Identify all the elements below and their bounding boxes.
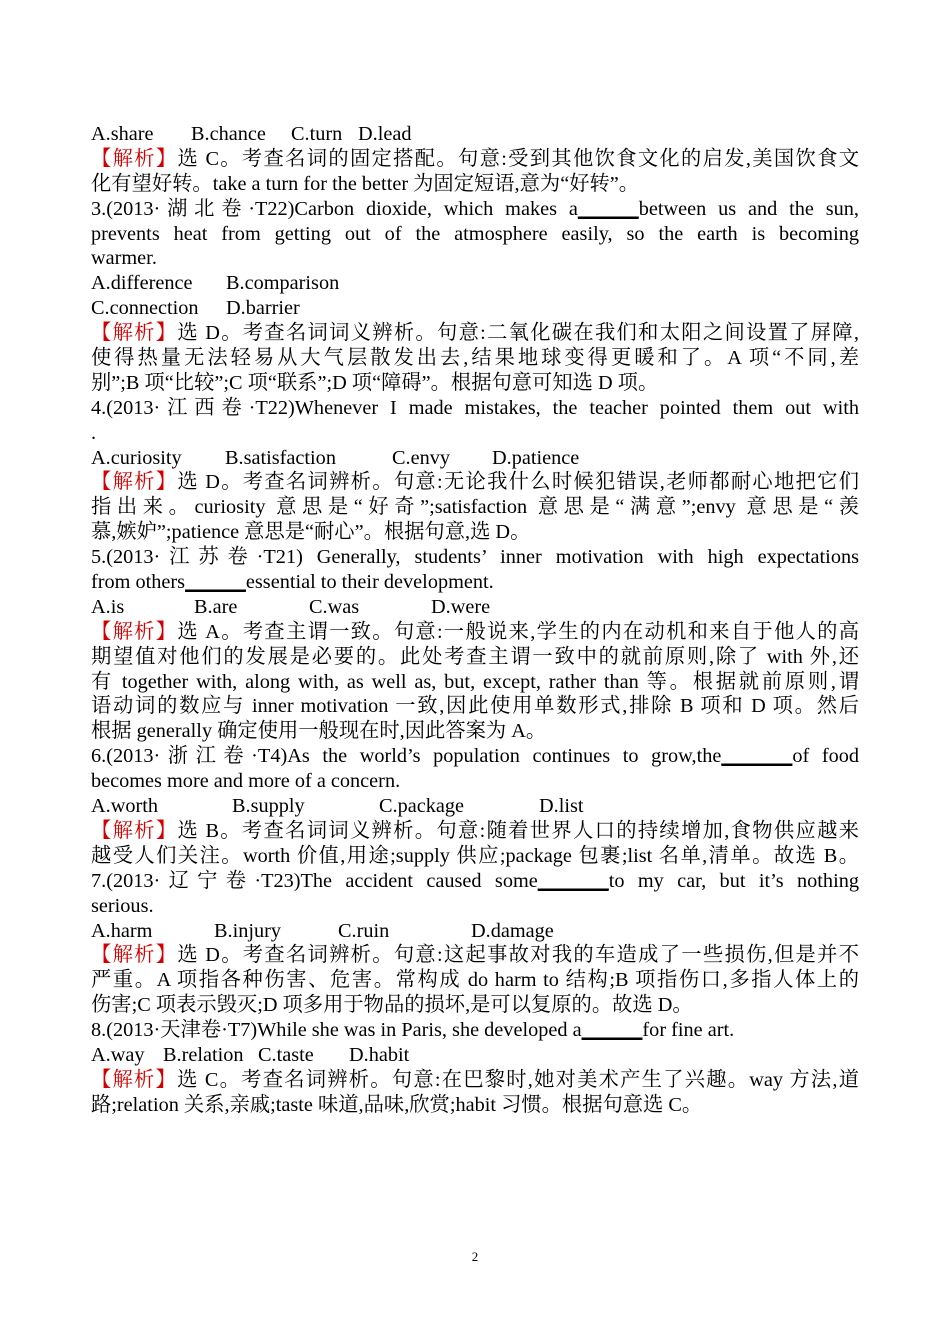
answer-option: D.were [431, 595, 491, 618]
answer-option: D.habit [349, 1043, 410, 1066]
answer-option: B.satisfaction [225, 446, 336, 469]
answer-option: A.way [91, 1043, 145, 1066]
text-line [91, 719, 859, 744]
text-line [91, 844, 859, 869]
analysis-tag: 【解析】 [91, 1068, 178, 1091]
analysis-text: 选 C。考查名词辨析。句意:在巴黎时,她对美术产生了兴趣。way 方法,道 [177, 1068, 859, 1091]
analysis-line [91, 147, 859, 172]
answer-options [91, 794, 859, 819]
analysis-line [91, 1068, 859, 1093]
line-text: 严重。A 项指各种伤害、危害。常构成 do harm to 结构;B 项指伤口,多指人体上的 [91, 969, 859, 992]
line-text: 期望值对他们的发展是必要的。此处考查主谓一致中的就前原则,除了 with 外,还 [91, 645, 859, 668]
answer-option: D.list [539, 795, 584, 818]
answer-blank: ______ [581, 1019, 643, 1042]
answer-option: B.chance [191, 123, 266, 145]
answer-blank: _______ [537, 869, 609, 892]
line-text: 伤害;C 项表示毁灭;D 项多用于物品的损坏,是可以复原的。故选 D。 [91, 994, 693, 1017]
answer-option: B.are [194, 595, 238, 618]
answer-option: A.harm [91, 919, 153, 942]
analysis-text: 选 D。考查名词辨析。句意:这起事故对我的车造成了一些损伤,但是并不 [177, 944, 859, 967]
analysis-text: 选 A。考查主谓一致。句意:一般说来,学生的内在动机和来自于他人的高 [177, 620, 859, 643]
analysis-line [91, 943, 859, 968]
page-number: 2 [471, 1249, 479, 1264]
analysis-line [91, 620, 859, 645]
question-text: 7.(2013·辽宁卷·T23)The accident caused some [91, 869, 538, 892]
text-line [91, 645, 859, 670]
answer-option: A.share [91, 123, 154, 145]
line-text: 使得热量无法轻易从大气层散发出去,结果地球变得更暖和了。A 项“不同,差 [91, 347, 859, 370]
answer-blank: ______ [577, 197, 639, 220]
question-text: for fine art. [642, 1019, 735, 1042]
line-text: . [91, 421, 97, 444]
text-line [91, 894, 859, 919]
question-text: between us and the sun, [638, 197, 860, 220]
text-line [91, 495, 859, 520]
line-text: 语动词的数应与 inner motivation 一致,因此使用单数形式,排除 B 项和 D 项。然后 [91, 695, 859, 718]
line-text: 越受人们关注。worth 价值,用途;supply 供应;package 包裹;list 名单,清单。故选 B。 [91, 844, 859, 867]
text-line [91, 172, 859, 197]
line-text: 别”;B 项“比较”;C 项“联系”;D 项“障碍”。根据句意可知选 D 项。 [91, 371, 659, 394]
answer-option: A.is [91, 595, 125, 618]
question-text: 3.(2013·湖北卷·T22)Carbon dioxide, which makes a [91, 197, 578, 220]
answer-options [91, 271, 859, 296]
analysis-tag: 【解析】 [91, 147, 178, 170]
analysis-line [91, 819, 859, 844]
answer-options [91, 1043, 859, 1068]
question-line [91, 1018, 859, 1043]
answer-option: C.connection [91, 297, 199, 320]
answer-option: D.patience [492, 446, 580, 469]
answer-option: B.comparison [226, 272, 340, 295]
text-line [91, 371, 859, 396]
line-text: 根据 generally 确定使用一般现在时,因此答案为 A。 [91, 720, 547, 743]
question-line [91, 744, 859, 769]
text-line [91, 346, 859, 371]
text-line [91, 694, 859, 719]
text-line [91, 396, 859, 421]
line-text: 慕,嫉妒”;patience 意思是“耐心”。根据句意,选 D。 [91, 521, 531, 544]
question-text: from others [91, 571, 186, 594]
document-body [91, 122, 859, 1118]
answer-option: C.turn [291, 123, 343, 145]
analysis-tag: 【解析】 [91, 944, 178, 967]
text-line [91, 545, 859, 570]
question-line [91, 197, 859, 222]
line-text: becomes more and more of a concern. [91, 770, 401, 793]
analysis-tag: 【解析】 [91, 819, 178, 842]
line-text: warmer. [91, 247, 157, 270]
answer-blank: _______ [721, 745, 793, 768]
analysis-tag: 【解析】 [91, 322, 178, 345]
line-text: 指出来。curiosity 意思是“好奇”;satisfaction 意思是“满意”;envy 意思是“羡 [91, 496, 859, 519]
text-line [91, 968, 859, 993]
answer-options [91, 595, 859, 620]
answer-option: C.was [309, 595, 360, 618]
answer-option: A.difference [91, 272, 193, 295]
text-line [91, 993, 859, 1018]
analysis-line [91, 321, 859, 346]
question-line [91, 570, 859, 595]
analysis-text: 选 D。考查名词辨析。句意:无论我什么时候犯错误,老师都耐心地把它们 [177, 471, 859, 494]
analysis-text: 选 C。考查名词的固定搭配。句意:受到其他饮食文化的启发,美国饮食文 [177, 147, 859, 170]
line-text: prevents heat from getting out of the atmosphere easily, so the earth is becoming [91, 222, 859, 245]
line-text: 化有望好转。take a turn for the better 为固定短语,意为“好转”。 [91, 172, 640, 195]
analysis-tag: 【解析】 [91, 620, 178, 643]
answer-option: C.taste [258, 1043, 314, 1066]
answer-option: A.curiosity [91, 446, 182, 469]
line-text: 4.(2013·江西卷·T22)Whenever I made mistakes, the teacher pointed them out with [91, 396, 859, 419]
answer-option: B.supply [232, 795, 305, 818]
text-line [91, 246, 859, 271]
analysis-text: 选 B。考查名词词义辨析。句意:随着世界人口的持续增加,食物供应越来 [177, 819, 859, 842]
answer-options [91, 122, 859, 147]
question-text: 8.(2013·天津卷·T7)While she was in Paris, she developed a [91, 1019, 582, 1042]
question-text: 6.(2013·浙江卷·T4)As the world’s population continues to grow,the [91, 745, 722, 768]
question-text: to my car, but it’s nothing [608, 869, 859, 892]
answer-options [91, 296, 859, 321]
answer-option: B.relation [163, 1043, 244, 1066]
analysis-tag: 【解析】 [91, 471, 178, 494]
text-line [91, 769, 859, 794]
line-text: 5.(2013·江苏卷·T21) Generally, students’ inner motivation with high expectations [91, 546, 859, 569]
answer-options [91, 446, 859, 471]
analysis-text: 选 D。考查名词词义辨析。句意:二氧化碳在我们和太阳之间设置了屏障, [177, 322, 859, 345]
line-text: 有 together with, along with, as well as, but, except, rather than 等。根据就前原则,谓 [91, 670, 859, 693]
text-line [91, 1093, 859, 1118]
analysis-line [91, 470, 859, 495]
question-text: of food [792, 745, 859, 768]
answer-option: B.injury [214, 919, 282, 942]
question-line [91, 869, 859, 894]
answer-option: C.ruin [338, 919, 390, 942]
text-line [91, 222, 859, 247]
line-text: 路;relation 关系,亲戚;taste 味道,品味,欣赏;habit 习惯。根据句意选 C。 [91, 1093, 703, 1116]
question-text: essential to their development. [245, 571, 494, 594]
line-text: serious. [91, 894, 154, 917]
answer-option: D.lead [358, 123, 412, 145]
answer-option: A.worth [91, 795, 159, 818]
answer-option: D.barrier [226, 297, 300, 320]
text-line [91, 670, 859, 695]
answer-option: C.envy [392, 446, 451, 469]
answer-options [91, 919, 859, 944]
answer-option: C.package [379, 795, 465, 818]
text-line [91, 520, 859, 545]
answer-option: D.damage [471, 919, 554, 942]
text-line [91, 421, 859, 446]
answer-blank: ______ [185, 571, 246, 594]
